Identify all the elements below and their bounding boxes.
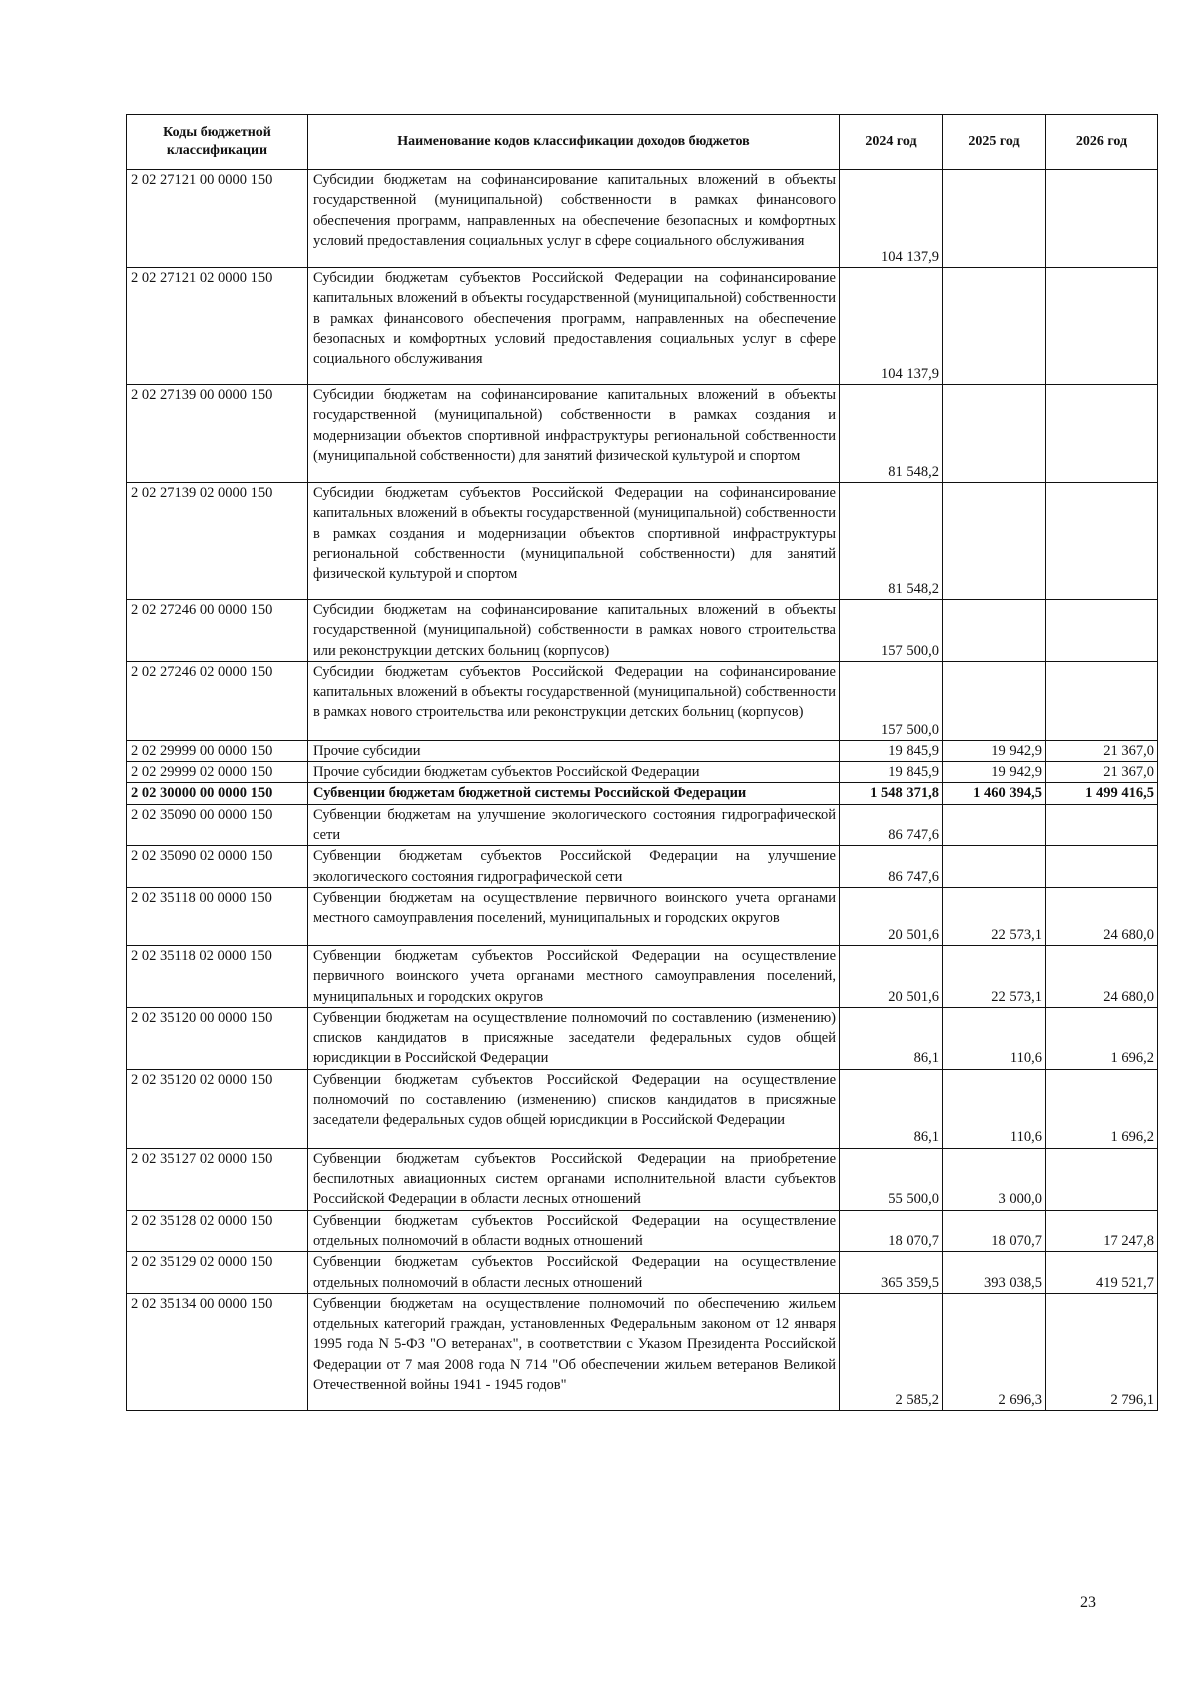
value-2025-cell: 22 573,1 — [943, 945, 1046, 1007]
name-cell: Прочие субсидии — [308, 740, 840, 761]
header-2024: 2024 год — [840, 115, 943, 170]
name-cell: Субсидии бюджетам на софинансирование капитальных вложений в объекты государственной (муниципальной) собственности в рамках создания и модернизации объектов спортивной инфраструктуры региональной собственности (муниципальной собственности) для занятий физической культурой и спортом — [308, 385, 840, 483]
value-2024-cell: 1 548 371,8 — [840, 783, 943, 804]
name-cell: Субсидии бюджетам субъектов Российской Федерации на софинансирование капитальных вложений в объекты государственной (муниципальной) собственности в рамках финансового обеспечения программ, направленных на обеспечение безопасных и комфортных условий предоставления социальных услуг в сфере социального обслуживания — [308, 268, 840, 385]
table-row — [127, 804, 1158, 846]
table-row — [127, 661, 1158, 740]
value-2024-cell: 157 500,0 — [840, 600, 943, 662]
value-2026-cell — [1046, 600, 1158, 662]
code-cell: 2 02 27246 02 0000 150 — [127, 661, 308, 740]
name-cell: Субвенции бюджетам субъектов Российской Федерации на приобретение беспилотных авиационных систем органами исполнительной власти субъектов Российской Федерации в области лесных отношений — [308, 1148, 840, 1210]
value-2026-cell: 1 696,2 — [1046, 1069, 1158, 1148]
name-cell: Субвенции бюджетам на осуществление полномочий по обеспечению жильем отдельных категорий граждан, установленных Федеральным законом от 12 января 1995 года N 5-ФЗ "О ветеранах", в соответствии с Указом Президента Российской Федерации от 7 мая 2008 года N 714 "Об обеспечении жильем ветеранов Великой Отечественной войны 1941 - 1945 годов" — [308, 1293, 840, 1410]
value-2025-cell — [943, 661, 1046, 740]
value-2025-cell: 19 942,9 — [943, 740, 1046, 761]
name-cell: Субвенции бюджетам субъектов Российской Федерации на осуществление первичного воинского учета органами местного самоуправления поселений, муниципальных и городских округов — [308, 945, 840, 1007]
name-cell: Субвенции бюджетам субъектов Российской Федерации на осуществление отдельных полномочий в области лесных отношений — [308, 1252, 840, 1294]
table-row — [127, 1210, 1158, 1252]
value-2025-cell — [943, 268, 1046, 385]
code-cell: 2 02 35128 02 0000 150 — [127, 1210, 308, 1252]
name-cell: Субвенции бюджетам на осуществление первичного воинского учета органами местного самоуправления поселений, муниципальных и городских округов — [308, 887, 840, 945]
value-2024-cell: 55 500,0 — [840, 1148, 943, 1210]
code-cell: 2 02 35120 00 0000 150 — [127, 1007, 308, 1069]
header-2026: 2026 год — [1046, 115, 1158, 170]
page-number: 23 — [1080, 1594, 1096, 1611]
value-2025-cell: 18 070,7 — [943, 1210, 1046, 1252]
value-2024-cell: 81 548,2 — [840, 385, 943, 483]
value-2026-cell — [1046, 1148, 1158, 1210]
document-page — [126, 114, 1157, 1411]
value-2025-cell: 1 460 394,5 — [943, 783, 1046, 804]
value-2025-cell: 393 038,5 — [943, 1252, 1046, 1294]
value-2026-cell — [1046, 661, 1158, 740]
value-2024-cell: 19 845,9 — [840, 762, 943, 783]
table-row — [127, 1007, 1158, 1069]
value-2024-cell: 81 548,2 — [840, 483, 943, 600]
name-cell: Субсидии бюджетам субъектов Российской Федерации на софинансирование капитальных вложений в объекты государственной (муниципальной) собственности в рамках создания и модернизации объектов спортивной инфраструктуры региональной собственности (муниципальной собственности) для занятий физической культурой и спортом — [308, 483, 840, 600]
value-2024-cell: 20 501,6 — [840, 887, 943, 945]
value-2024-cell: 104 137,9 — [840, 268, 943, 385]
table-row — [127, 762, 1158, 783]
value-2026-cell — [1046, 170, 1158, 268]
value-2024-cell: 86,1 — [840, 1069, 943, 1148]
value-2026-cell: 1 499 416,5 — [1046, 783, 1158, 804]
table-row — [127, 1252, 1158, 1294]
code-cell: 2 02 35127 02 0000 150 — [127, 1148, 308, 1210]
value-2025-cell: 110,6 — [943, 1069, 1046, 1148]
name-cell: Субвенции бюджетам субъектов Российской Федерации на осуществление полномочий по составлению (изменению) списков кандидатов в присяжные заседатели федеральных судов общей юрисдикции в Российской Федерации — [308, 1069, 840, 1148]
name-cell: Субвенции бюджетам на улучшение экологического состояния гидрографической сети — [308, 804, 840, 846]
table-row — [127, 1293, 1158, 1410]
value-2026-cell: 419 521,7 — [1046, 1252, 1158, 1294]
table-body — [127, 170, 1158, 1411]
header-name: Наименование кодов классификации доходов бюджетов — [308, 115, 840, 170]
value-2026-cell — [1046, 268, 1158, 385]
value-2025-cell: 2 696,3 — [943, 1293, 1046, 1410]
code-cell: 2 02 35118 02 0000 150 — [127, 945, 308, 1007]
value-2024-cell: 20 501,6 — [840, 945, 943, 1007]
value-2026-cell: 1 696,2 — [1046, 1007, 1158, 1069]
value-2026-cell — [1046, 385, 1158, 483]
value-2024-cell: 157 500,0 — [840, 661, 943, 740]
table-row — [127, 268, 1158, 385]
value-2026-cell: 21 367,0 — [1046, 740, 1158, 761]
table-row — [127, 887, 1158, 945]
value-2026-cell — [1046, 846, 1158, 888]
table-row — [127, 846, 1158, 888]
table-row — [127, 170, 1158, 268]
name-cell: Субсидии бюджетам субъектов Российской Федерации на софинансирование капитальных вложений в объекты государственной (муниципальной) собственности в рамках нового строительства или реконструкции детских больниц (корпусов) — [308, 661, 840, 740]
value-2026-cell: 24 680,0 — [1046, 945, 1158, 1007]
name-cell: Субвенции бюджетам бюджетной системы Российской Федерации — [308, 783, 840, 804]
value-2025-cell: 22 573,1 — [943, 887, 1046, 945]
name-cell: Субсидии бюджетам на софинансирование капитальных вложений в объекты государственной (муниципальной) собственности в рамках нового строительства или реконструкции детских больниц (корпусов) — [308, 600, 840, 662]
value-2025-cell — [943, 385, 1046, 483]
code-cell: 2 02 30000 00 0000 150 — [127, 783, 308, 804]
table-header-row — [127, 115, 1158, 170]
value-2024-cell: 19 845,9 — [840, 740, 943, 761]
value-2026-cell — [1046, 804, 1158, 846]
code-cell: 2 02 35134 00 0000 150 — [127, 1293, 308, 1410]
value-2025-cell: 110,6 — [943, 1007, 1046, 1069]
value-2025-cell — [943, 170, 1046, 268]
value-2026-cell: 2 796,1 — [1046, 1293, 1158, 1410]
value-2025-cell — [943, 804, 1046, 846]
value-2024-cell: 86 747,6 — [840, 804, 943, 846]
table-row — [127, 1069, 1158, 1148]
value-2024-cell: 104 137,9 — [840, 170, 943, 268]
table-row — [127, 945, 1158, 1007]
value-2026-cell: 24 680,0 — [1046, 887, 1158, 945]
value-2024-cell: 18 070,7 — [840, 1210, 943, 1252]
code-cell: 2 02 35118 00 0000 150 — [127, 887, 308, 945]
value-2024-cell: 86 747,6 — [840, 846, 943, 888]
value-2026-cell: 17 247,8 — [1046, 1210, 1158, 1252]
name-cell: Субвенции бюджетам субъектов Российской Федерации на осуществление отдельных полномочий в области водных отношений — [308, 1210, 840, 1252]
code-cell: 2 02 27246 00 0000 150 — [127, 600, 308, 662]
value-2024-cell: 365 359,5 — [840, 1252, 943, 1294]
code-cell: 2 02 35120 02 0000 150 — [127, 1069, 308, 1148]
table-row — [127, 385, 1158, 483]
header-code: Коды бюджетной классификации — [127, 115, 308, 170]
value-2025-cell: 3 000,0 — [943, 1148, 1046, 1210]
code-cell: 2 02 27139 00 0000 150 — [127, 385, 308, 483]
value-2025-cell — [943, 483, 1046, 600]
value-2026-cell — [1046, 483, 1158, 600]
name-cell: Субвенции бюджетам на осуществление полномочий по составлению (изменению) списков кандидатов в присяжные заседатели федеральных судов общей юрисдикции в Российской Федерации — [308, 1007, 840, 1069]
value-2024-cell: 86,1 — [840, 1007, 943, 1069]
table-row — [127, 1148, 1158, 1210]
code-cell: 2 02 35090 00 0000 150 — [127, 804, 308, 846]
value-2025-cell — [943, 846, 1046, 888]
value-2025-cell: 19 942,9 — [943, 762, 1046, 783]
name-cell: Прочие субсидии бюджетам субъектов Российской Федерации — [308, 762, 840, 783]
table-row — [127, 483, 1158, 600]
code-cell: 2 02 35129 02 0000 150 — [127, 1252, 308, 1294]
value-2025-cell — [943, 600, 1046, 662]
value-2024-cell: 2 585,2 — [840, 1293, 943, 1410]
code-cell: 2 02 27139 02 0000 150 — [127, 483, 308, 600]
revenue-table — [126, 114, 1158, 1411]
table-row — [127, 740, 1158, 761]
code-cell: 2 02 27121 00 0000 150 — [127, 170, 308, 268]
name-cell: Субвенции бюджетам субъектов Российской Федерации на улучшение экологического состояния гидрографической сети — [308, 846, 840, 888]
value-2026-cell: 21 367,0 — [1046, 762, 1158, 783]
header-2025: 2025 год — [943, 115, 1046, 170]
table-row — [127, 783, 1158, 804]
code-cell: 2 02 27121 02 0000 150 — [127, 268, 308, 385]
code-cell: 2 02 35090 02 0000 150 — [127, 846, 308, 888]
code-cell: 2 02 29999 00 0000 150 — [127, 740, 308, 761]
code-cell: 2 02 29999 02 0000 150 — [127, 762, 308, 783]
name-cell: Субсидии бюджетам на софинансирование капитальных вложений в объекты государственной (муниципальной) собственности в рамках финансового обеспечения программ, направленных на обеспечение безопасных и комфортных условий предоставления социальных услуг в сфере социального обслуживания — [308, 170, 840, 268]
table-row — [127, 600, 1158, 662]
